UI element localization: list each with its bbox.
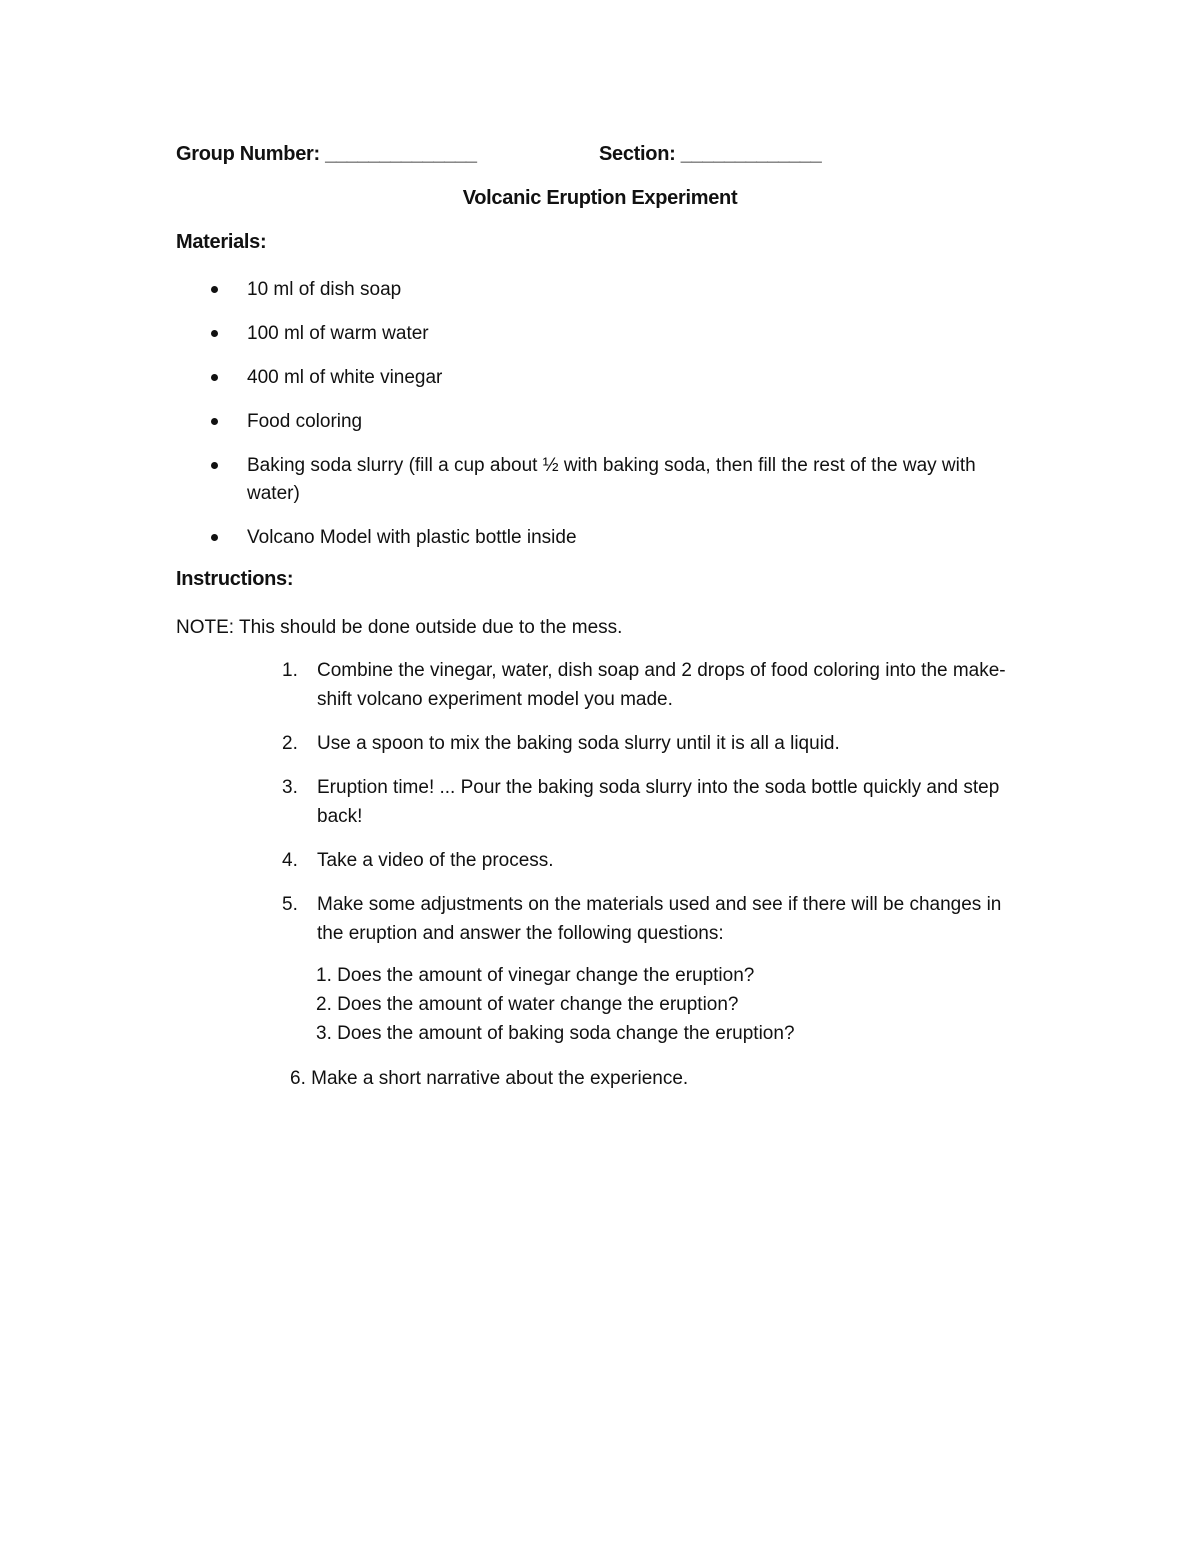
note-text: This should be done outside due to the mess.: [234, 617, 623, 638]
list-item: [274, 773, 1014, 831]
list-item: [205, 408, 1025, 436]
step-number: 5.: [282, 894, 298, 915]
material-text: Volcano Model with plastic bottle inside: [247, 527, 577, 548]
question-item: 1. Does the amount of vinegar change the eruption?: [316, 965, 755, 986]
material-text: Baking soda slurry (fill a cup about ½ with baking soda, then fill the rest of the way with water): [247, 455, 976, 504]
list-item: [274, 656, 1014, 714]
note-paragraph: [176, 614, 622, 642]
list-item: [205, 524, 1025, 552]
step-text: Make some adjustments on the materials used and see if there will be changes in the eruption and answer the following questions:: [317, 894, 1002, 944]
step-text: Use a spoon to mix the baking soda slurry until it is all a liquid.: [317, 733, 840, 754]
bullet-icon: [211, 418, 218, 425]
material-text: 400 ml of white vinegar: [247, 367, 443, 388]
step-number: 2.: [282, 733, 298, 754]
step-number: 4.: [282, 850, 298, 871]
step-text: Combine the vinegar, water, dish soap and 2 drops of food coloring into the make-shift volcano experiment model you made.: [317, 660, 1006, 710]
bullet-icon: [211, 534, 218, 541]
list-item: [274, 846, 1014, 875]
list-item: [205, 452, 1025, 508]
list-item: [205, 276, 1025, 304]
final-step: 6. Make a short narrative about the experience.: [290, 1068, 689, 1089]
instructions-heading: Instructions:: [176, 568, 294, 590]
step-number: 3.: [282, 777, 298, 798]
material-text: Food coloring: [247, 411, 363, 432]
list-item: [274, 729, 1014, 758]
materials-heading: Materials:: [176, 231, 267, 253]
note-prefix: NOTE:: [176, 617, 235, 638]
instruction-steps: [274, 656, 1014, 963]
step-text: Take a video of the process.: [317, 850, 554, 871]
list-item: [205, 364, 1025, 392]
step-text: Eruption time! ... Pour the baking soda slurry into the soda bottle quickly and step back!: [317, 777, 1000, 827]
document-title: Volcanic Eruption Experiment: [462, 187, 738, 209]
list-item: [205, 320, 1025, 348]
question-item: 2. Does the amount of water change the eruption?: [316, 994, 739, 1015]
bullet-icon: [211, 374, 218, 381]
bullet-icon: [211, 462, 218, 469]
list-item: [274, 890, 1014, 948]
section-field: Section: _____________: [599, 143, 822, 165]
bullet-icon: [211, 286, 218, 293]
material-text: 10 ml of dish soap: [247, 279, 402, 300]
question-item: 3. Does the amount of baking soda change the eruption?: [316, 1023, 795, 1044]
group-number-field: Group Number: ______________: [176, 143, 477, 165]
material-text: 100 ml of warm water: [247, 323, 429, 344]
step-number: 1.: [282, 660, 298, 681]
question-list: [316, 961, 795, 1048]
bullet-icon: [211, 330, 218, 337]
header-line: [176, 143, 876, 166]
materials-list: [205, 276, 1025, 568]
